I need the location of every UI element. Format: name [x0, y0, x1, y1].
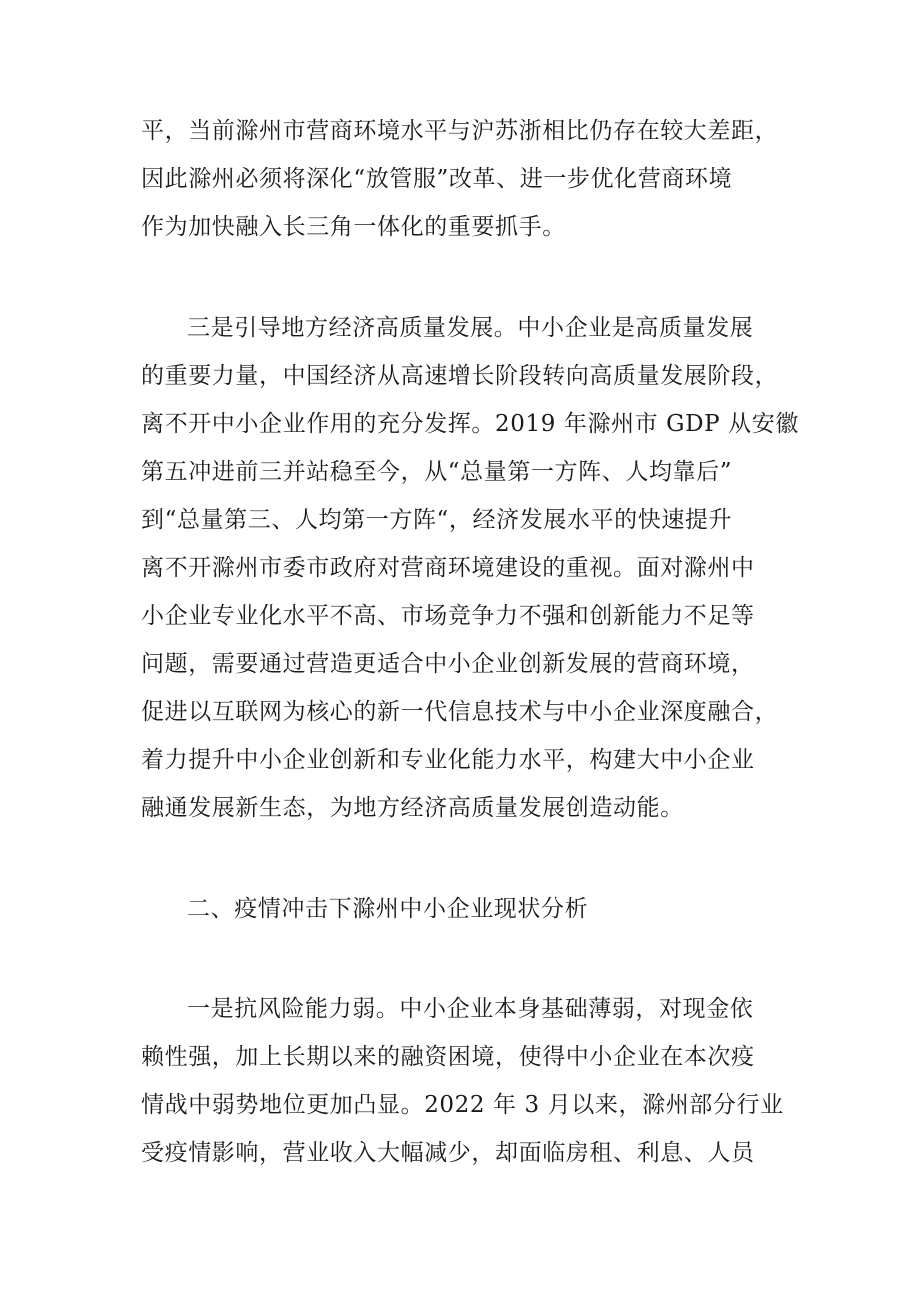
paragraph-2-line-4: 第五冲进前三并站稳至今，从“总量第一方阵、人均靠后” — [141, 459, 733, 485]
paragraph-2-line-7: 小企业专业化水平不高、市场竞争力不强和创新能力不足等 — [141, 603, 755, 629]
paragraph-2-line-10: 着力提升中小企业创新和专业化能力水平，构建大中小企业 — [141, 747, 755, 773]
paragraph-1-line-2: 因此滁州必须将深化“放管服”改革、进一步优化营商环境 — [141, 166, 733, 192]
paragraph-2-line-1: 三是引导地方经济高质量发展。中小企业是高质量发展 — [187, 315, 754, 341]
section-heading: 二、疫情冲击下滁州中小企业现状分析 — [187, 896, 589, 922]
paragraph-2-line-5: 到“总量第三、人均第一方阵“，经济发展水平的快速提升 — [141, 507, 733, 533]
paragraph-1-line-1: 平，当前滁州市营商环境水平与沪苏浙相比仍存在较大差距， — [141, 118, 779, 144]
paragraph-2-line-6: 离不开滁州市委市政府对营商环境建设的重视。面对滁州中 — [141, 555, 755, 581]
paragraph-2-line-3: 离不开中小企业作用的充分发挥。2019 年滁州市 GDP 从安徽 — [141, 411, 799, 437]
paragraph-1-line-3: 作为加快融入长三角一体化的重要抓手。 — [141, 214, 566, 240]
paragraph-2-line-11: 融通发展新生态，为地方经济高质量发展创造动能。 — [141, 795, 684, 821]
paragraph-2-line-2: 的重要力量，中国经济从高速增长阶段转向高质量发展阶段， — [141, 363, 779, 389]
paragraph-2-line-9: 促进以互联网为核心的新一代信息技术与中小企业深度融合， — [141, 699, 779, 725]
paragraph-2-line-8: 问题，需要通过营造更适合中小企业创新发展的营商环境， — [141, 651, 755, 677]
paragraph-3-line-2: 赖性强，加上长期以来的融资困境，使得中小企业在本次疫 — [141, 1044, 755, 1070]
paragraph-3-line-3: 情战中弱势地位更加凸显。2022 年 3 月以来，滁州部分行业 — [141, 1092, 784, 1118]
paragraph-3-line-1: 一是抗风险能力弱。中小企业本身基础薄弱，对现金依 — [187, 996, 754, 1022]
paragraph-3-line-4: 受疫情影响，营业收入大幅减少，却面临房租、利息、人员 — [141, 1140, 755, 1166]
